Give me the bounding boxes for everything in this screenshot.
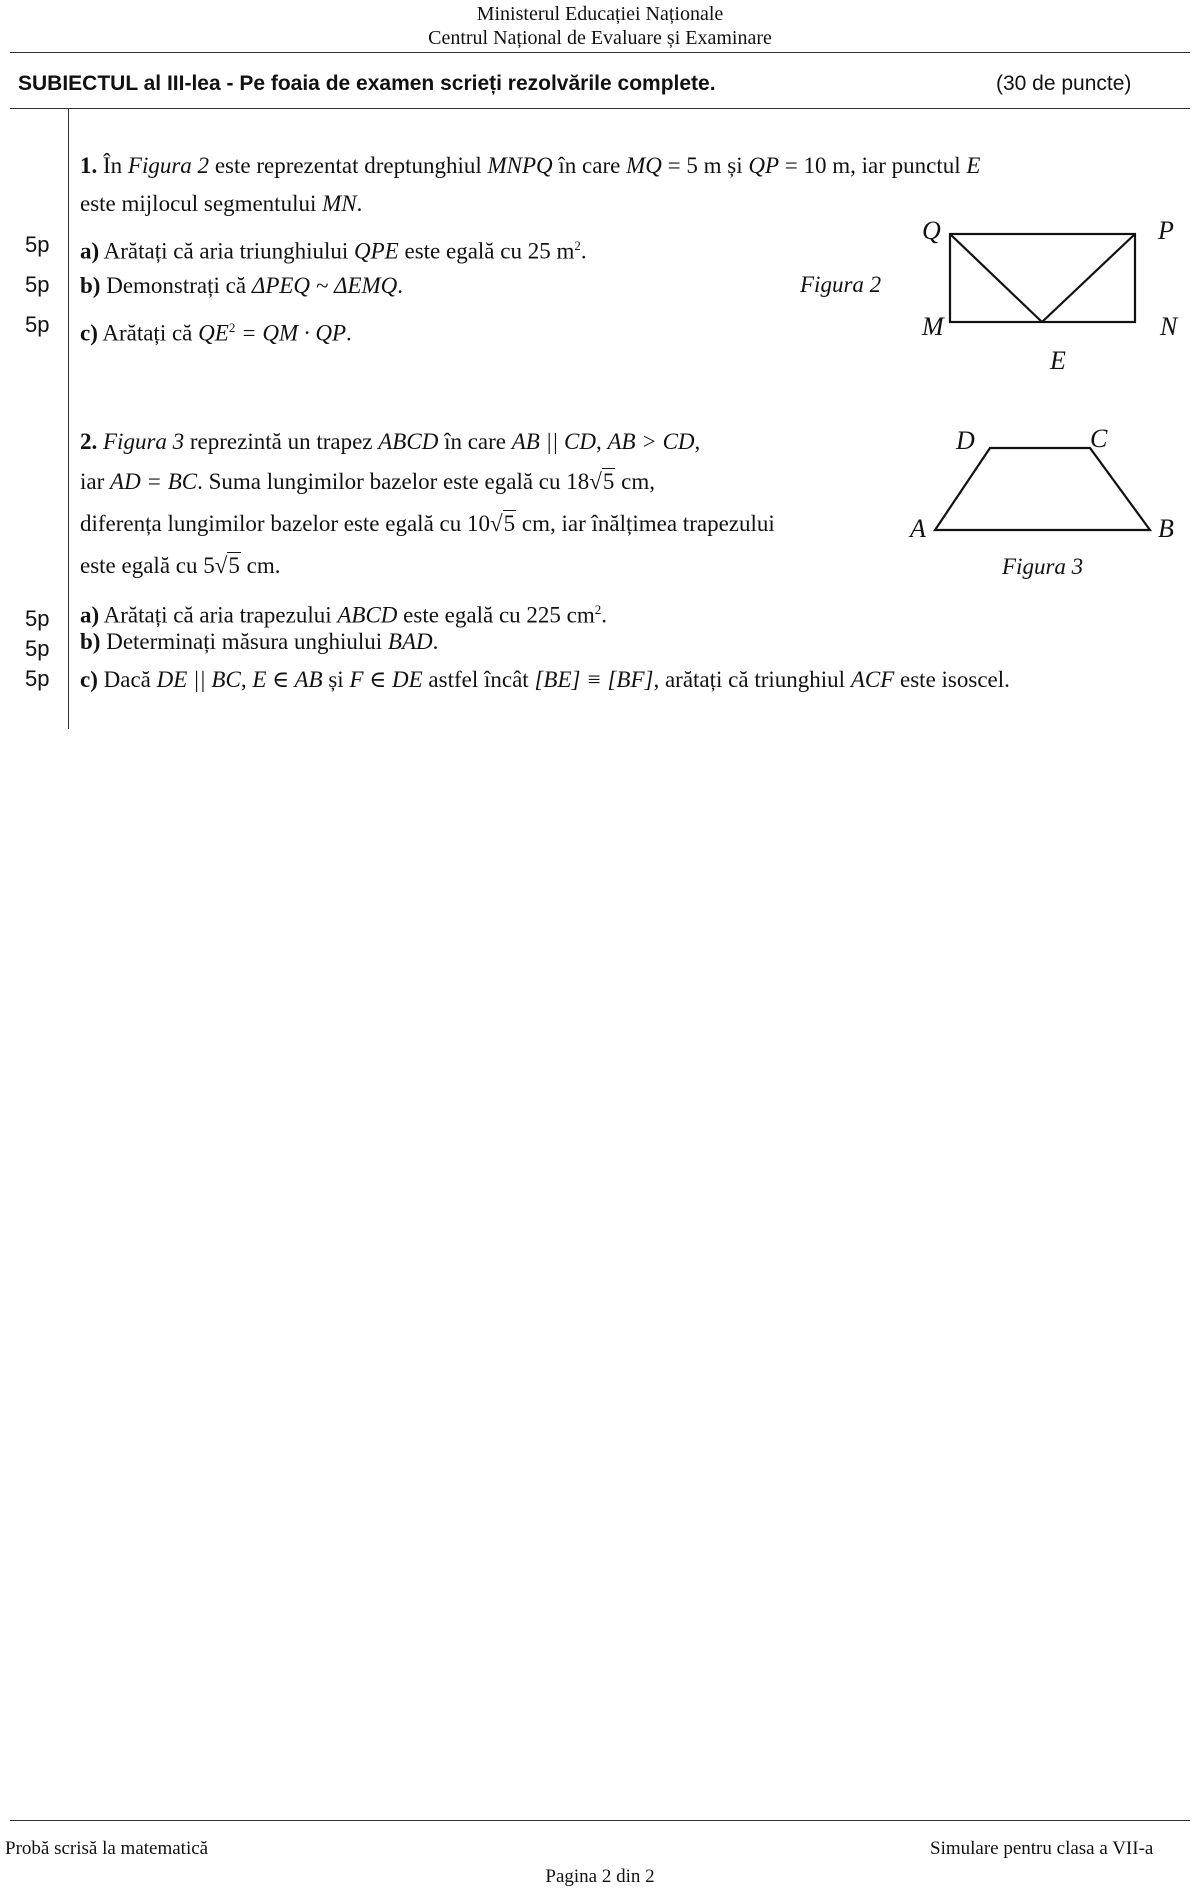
- p1-item-a: a) Arătați că aria triunghiului QPE este egală cu 25 $m^2$.: [80, 238, 587, 264]
- p1-item-c: c) Arătați că $QE^2$ = QM · QP.: [80, 320, 352, 346]
- subject-divider: [10, 108, 1190, 109]
- points-column-divider: [68, 109, 69, 729]
- trapezoid-abcd: [935, 448, 1150, 530]
- figure-2-caption: Figura 2: [800, 272, 882, 297]
- p2-statement-line3: diferența lungimilor bazelor este egală cu 10√5 cm, iar înălțimea trapezului: [80, 511, 775, 536]
- sqrt-symbol: √5: [589, 469, 615, 494]
- points-2a: 5p: [25, 606, 50, 631]
- p2-item-a: a) Arătați că aria trapezului ABCD este egală cu 225 $cm^2$.: [80, 602, 608, 628]
- p1-item-b: b) Demonstrați că ΔPEQ ~ ΔEMQ.: [80, 273, 404, 298]
- figure-3-label-d: D: [956, 426, 975, 455]
- segment-qe: [950, 234, 1042, 322]
- p1-figure-ref: Figura 2: [127, 153, 210, 178]
- figure-2-label-q: Q: [922, 216, 941, 245]
- figure-3-label-a: A: [910, 514, 926, 543]
- p2-item-b: b) Determinați măsura unghiului BAD.: [80, 629, 439, 654]
- figure-3-caption: Figura 3: [1002, 554, 1084, 579]
- p2-statement-line2: iar AD = BC. Suma lungimilor bazelor este egală cu 18√5 cm,: [80, 469, 655, 494]
- subject-title: SUBIECTUL al III-lea - Pe foaia de examen scrieți rezolvările complete.: [18, 72, 716, 95]
- figure-2-label-n: N: [1160, 312, 1178, 341]
- footer-page-number: Pagina 2 din 2: [545, 1866, 655, 1887]
- figure-2-rectangle: [940, 225, 1160, 335]
- figure-2-label-e: E: [1050, 346, 1066, 375]
- p2-item-c: c) Dacă DE || BC, E ∈ AB și F ∈ DE astfel încât [BE] ≡ [BF], arătați că triunghiul ACF este isoscel.: [80, 667, 1010, 692]
- footer-left: Probă scrisă la matematică: [5, 1838, 209, 1859]
- subject-points: (30 de puncte): [996, 72, 1132, 95]
- header-divider: [10, 52, 1190, 53]
- p2-figure-ref: Figura 3: [103, 429, 185, 454]
- segment-pe: [1042, 234, 1135, 322]
- p2-statement-line1: 2. Figura 3 reprezintă un trapez ABCD în care AB || CD, AB > CD,: [80, 429, 701, 454]
- rectangle-mnpq: [950, 234, 1135, 322]
- figure-3-label-b: B: [1158, 514, 1174, 543]
- p1-statement-line1: 1. În Figura 2 este reprezentat dreptunghiul MNPQ în care MQ = 5 m și QP = 10 m, iar punctul E: [80, 153, 981, 178]
- points-2c: 5p: [25, 666, 50, 691]
- points-1c: 5p: [25, 312, 50, 337]
- points-1a: 5p: [25, 232, 50, 257]
- sqrt-symbol: √5: [214, 553, 240, 578]
- figure-3-label-c: C: [1090, 424, 1108, 453]
- footer-divider: [10, 1820, 1190, 1821]
- footer-right: Simulare pentru clasa a VII-a: [930, 1838, 1154, 1859]
- header-ministry: Ministerul Educației Naționale: [476, 3, 724, 25]
- figure-2-label-p: P: [1158, 216, 1174, 245]
- figure-2-label-m: M: [922, 312, 944, 341]
- points-2b: 5p: [25, 636, 50, 661]
- p2-statement-line4: este egală cu 5√5 cm.: [80, 553, 281, 578]
- p2-number: 2.: [80, 429, 98, 454]
- p1-number: 1.: [80, 153, 98, 178]
- sqrt-symbol: √5: [490, 511, 516, 536]
- points-1b: 5p: [25, 272, 50, 297]
- header-center: Centrul Național de Evaluare și Examinare: [428, 27, 772, 49]
- p1-statement-line2: este mijlocul segmentului MN.: [80, 191, 363, 216]
